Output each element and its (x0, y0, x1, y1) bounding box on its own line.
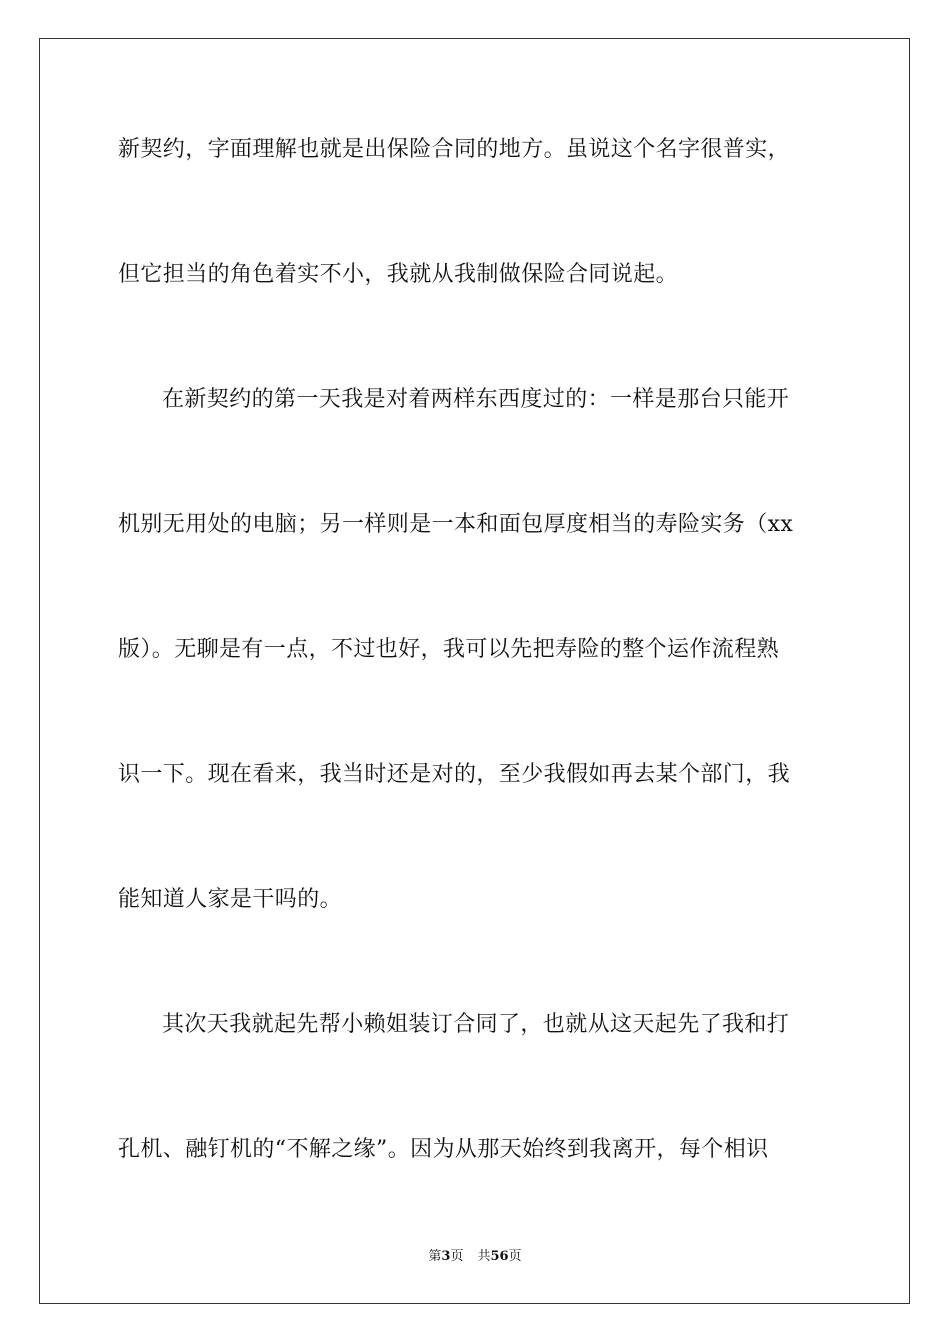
total-suffix: 页 (508, 1249, 522, 1264)
body-line-2: 但它担当的角色着实不小，我就从我制做保险合同说起。 (118, 262, 679, 287)
page-prefix: 第 (428, 1249, 442, 1264)
page-suffix: 页 (450, 1249, 464, 1264)
body-line-1: 新契约，字面理解也就是出保险合同的地方。虽说这个名字很普实， (118, 137, 791, 162)
body-line-5: 版）。无聊是有一点，不过也好，我可以先把寿险的整个运作流程熟 (118, 637, 780, 662)
body-line-7: 能知道人家是干吗的。 (118, 887, 343, 912)
page-footer (0, 1248, 950, 1266)
body-line-8: 其次天我就起先帮小赖姐装订合同了，也就从这天起先了我和打 (162, 1012, 790, 1037)
body-line-9: 孔机、融钉机的“不解之缘”。因为从那天始终到我离开，每个相识 (118, 1137, 769, 1162)
page-frame (39, 38, 910, 1304)
page-number: 3 (441, 1249, 451, 1264)
body-line-3: 在新契约的第一天我是对着两样东西度过的：一样是那台只能开 (162, 387, 790, 412)
total-pages: 56 (490, 1249, 509, 1264)
body-line-6: 识一下。现在看来，我当时还是对的，至少我假如再去某个部门，我 (118, 762, 791, 787)
body-line-4: 机别无用处的电脑；另一样则是一本和面包厚度相当的寿险实务（xx (118, 512, 794, 537)
total-prefix: 共 (477, 1249, 491, 1264)
